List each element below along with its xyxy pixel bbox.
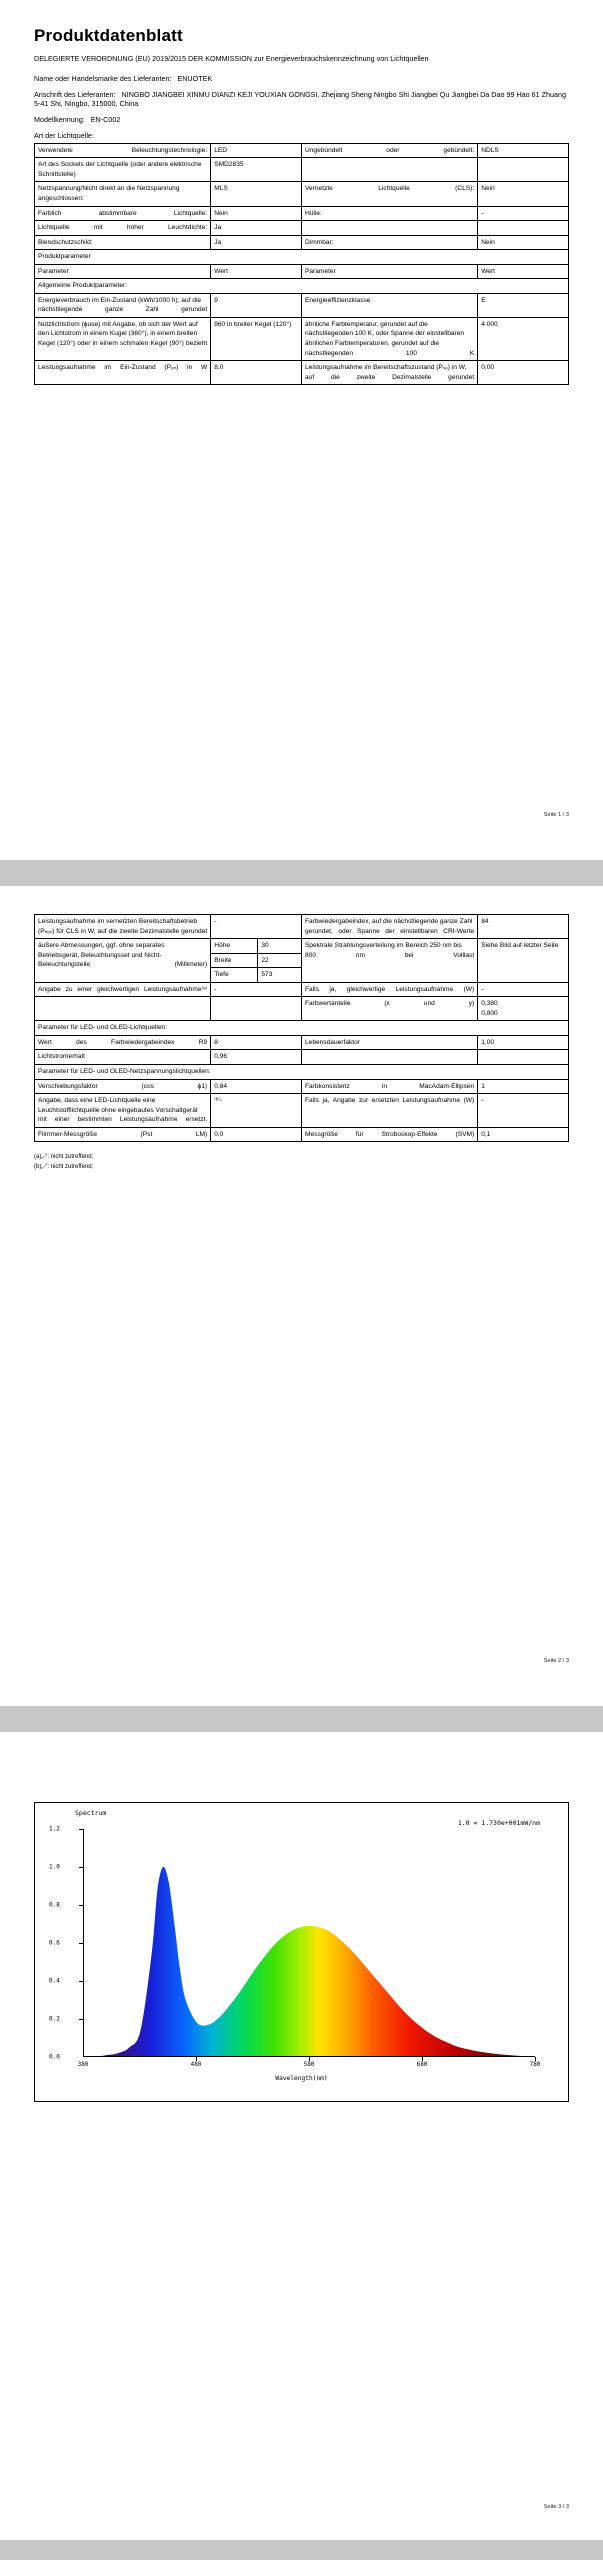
cell-label: Farbwiedergabeindex, auf die nächstliegende ganze Zahl gerundet, oder Spanne der einstellbaren CRI-Werte — [301, 915, 477, 939]
table-row — [35, 317, 569, 360]
x-tick-label: 680 — [416, 2061, 428, 2068]
table-row — [35, 293, 569, 317]
led-oled-section-header: Parameter für LED- und OLED-Lichtquellen: — [35, 1021, 569, 1036]
cell-label: Lichtstromerhalt — [35, 1050, 211, 1065]
cell-value: - — [211, 915, 302, 939]
page-footer: Seite 1 / 3 — [543, 812, 569, 818]
chart-scale-annotation: 1.0 = 1.730e+001mW/nm — [457, 1819, 540, 1827]
x-tick-label: 780 — [529, 2061, 541, 2068]
light-source-table — [34, 143, 569, 385]
page-footer: Seite 2 / 3 — [543, 1658, 569, 1664]
cell-value: LED — [211, 143, 302, 158]
cell-value: E — [478, 293, 569, 317]
table-row — [35, 264, 569, 279]
col-header-parameter-1: Parameter — [35, 264, 211, 279]
model-label: Modellkennung: — [34, 114, 85, 124]
cell-value: ⁽ᵇ⁾- — [211, 1094, 302, 1128]
y-tick-label: 0.0 — [49, 2053, 60, 2061]
table-row — [35, 1079, 569, 1094]
cell-label: Hülle: — [301, 206, 477, 221]
table-row — [35, 1127, 569, 1142]
cell-value: 4 000 — [478, 317, 569, 360]
cell-label: Angabe, dass eine LED-Lichtquelle eine Leuchtstofflichtquelle ohne eingebautes Vorschaltgerät mit einer bestimmten Leistungsaufnahme ersetzt. — [35, 1094, 211, 1128]
cell-label: Leistungsaufnahme im vernetzten Bereitschaftsbetrieb (Pₙₑₛ) für CLS in W, auf die zweite Dezimalstelle gerundet — [35, 915, 211, 939]
list-item — [211, 968, 301, 982]
cell-label — [301, 1050, 477, 1065]
cell-value: 0,1 — [478, 1127, 569, 1142]
cell-label: Lebensdauerfaktor — [301, 1035, 477, 1050]
list-item — [211, 953, 301, 968]
col-header-value-1: Wert — [211, 264, 302, 279]
dimension-value: 30 — [258, 939, 301, 953]
cell-label — [301, 221, 477, 236]
cri-r9-tag: R9 — [198, 1038, 208, 1046]
product-parameters-continued-table — [34, 914, 569, 1142]
supplier-name-field — [34, 74, 569, 83]
table-row-dimensions — [35, 939, 569, 983]
cell-value — [478, 221, 569, 236]
x-tick-label: 380 — [77, 2061, 89, 2068]
cell-label: ähnliche Farbtemperatur, gerundet auf die nächstliegenden 100 K, oder Spanne der einstellbaren ähnlichen Farbtemperaturen, gerundet auf die nächstliegenden 100 K — [301, 317, 477, 360]
dimension-name: Höhe — [211, 939, 258, 953]
supplier-address-value: NINGBO JIANGBEI XINMU DIANZI KEJI YOUXIAN GONGSI, Zhejiang Sheng Ningbo Shi Jiangbei Qu Jiangbei Da Dao 99 Hao 61 Zhuang 5-41 Shi, Ningbo, 315000, China — [34, 89, 567, 108]
col-header-value-2: Wert — [478, 264, 569, 279]
cell-label: äußere Abmessungen, ggf. ohne separates Betriebsgerät, Beleuchtungsset und Nicht-Beleuchtungsteile (Millimeter) — [35, 939, 211, 983]
cell-label — [35, 1035, 211, 1050]
x-axis-label: Wavelength(nm) — [275, 2075, 328, 2082]
cell-label: Falls ja, gleichwertige Leistungsaufnahme (W) — [301, 982, 477, 997]
cell-value — [478, 1050, 569, 1065]
cell-value: Nein — [211, 206, 302, 221]
cell-value-color-coords — [478, 997, 569, 1021]
supplier-name-label: Name oder Handelsmarke des Lieferanten: — [34, 73, 172, 83]
table-row — [35, 361, 569, 385]
table-row — [35, 1035, 569, 1050]
table-row — [35, 982, 569, 997]
footnote-a: (a)„-“: nicht zutreffend; — [34, 1154, 94, 1161]
cell-value: 960 in breiter Kegel (120°) — [211, 317, 302, 360]
x-tick-label: 480 — [190, 2061, 202, 2068]
cell-value: 84 — [478, 915, 569, 939]
spectrum-curve — [84, 1829, 535, 2057]
cell-empty — [35, 997, 211, 1021]
cell-label: Spektrale Strahlungsverteilung im Bereich 250 nm bis 800 nm bei Volllast — [301, 939, 477, 983]
cell-value: 0,00 — [478, 361, 569, 385]
general-parameters-header: Allgemeine Produktparameter: — [35, 279, 569, 294]
dimension-name: Breite — [211, 953, 258, 968]
table-row — [35, 235, 569, 250]
cell-label: Ungebündelt oder gebündelt: — [301, 143, 477, 158]
color-coord-y: 0,800 — [481, 1009, 498, 1017]
footnote-b: (b)„-“: nicht zutreffend; — [34, 1164, 94, 1171]
cell-value: Ja — [211, 221, 302, 236]
cell-value: SMD2835 — [211, 158, 302, 182]
cell-value: - — [211, 982, 302, 997]
cell-label: Verwendete Beleuchtungstechnologie: — [35, 143, 211, 158]
table-row — [35, 206, 569, 221]
cell-label: Vernetzte Lichtquelle (CLS): — [301, 182, 477, 206]
cell-label: Leistungsaufnahme im Bereitschaftszustand (Pₛₒ) in W, auf die zweite Dezimalstelle gerundet — [301, 361, 477, 385]
cell-label: Nutzlichtstrom (ϕuse) mit Angabe, ob sich der Wert auf den Lichtstrom in einem Kugel (360°), in einem breiten Kegel (120°) oder in einem schmalen Kegel (90°) bezieht — [35, 317, 211, 360]
model-value: EN-C002 — [90, 114, 121, 124]
dimension-value: 22 — [258, 953, 301, 968]
supplier-address-field — [34, 90, 569, 108]
cell-label: Energieeffizienzklasse — [301, 293, 477, 317]
cell-value: Nein — [478, 182, 569, 206]
cell-value — [478, 158, 569, 182]
cell-label: Energieverbrauch im Ein-Zustand (kWh/1000 h), auf die nächstliegende ganze Zahl gerundet — [35, 293, 211, 317]
cell-label: Lichtquelle mit hoher Leuchtdichte: — [35, 221, 211, 236]
cell-label: Art des Sockels der Lichtquelle (oder andere elektrische Schnittstelle) — [35, 158, 211, 182]
cell-label: Farblich abstimmbare Lichtquelle: — [35, 206, 211, 221]
light-source-section-header: Art der Lichtquelle: — [34, 130, 94, 140]
cell-label: Netzspannung/Nicht direkt an die Netzspannung angeschlossen: — [35, 182, 211, 206]
regulation-subtitle: DELEGIERTE VERORDNUNG (EU) 2019/2015 DER KOMMISSION zur Energieverbrauchskennzeichnung von Lichtquellen — [34, 54, 429, 63]
cell-value: Nein — [478, 235, 569, 250]
cri-label: Wert des Farbwiedergabeindex — [38, 1038, 175, 1046]
y-tick-label: 0.8 — [49, 1901, 60, 1909]
table-row — [35, 250, 569, 265]
cell-value: - — [478, 1094, 569, 1128]
chart-title: Spectrum — [75, 1809, 107, 1817]
table-row — [35, 1021, 569, 1036]
cell-label: Angabe zu einer gleichwertigen Leistungsaufnahme⁽ᵃ⁾ — [35, 982, 211, 997]
color-coord-x: 0,380 — [481, 1000, 498, 1008]
list-item — [211, 939, 301, 953]
document-page-2 — [0, 886, 603, 1706]
cell-value: 0,84 — [211, 1079, 302, 1094]
cell-value: 8,0 — [211, 361, 302, 385]
cell-label: Blendschutzschild: — [35, 235, 211, 250]
table-row — [35, 279, 569, 294]
cell-value: 0,0 — [211, 1127, 302, 1142]
cell-label: Farbwertanteile (x und y) — [301, 997, 477, 1021]
led-mains-section-header: Parameter für LED- und OLED-Netzspannungslichtquellen: — [35, 1065, 569, 1080]
cell-label: Verschiebungsfaktor (cos ϕ1) — [35, 1079, 211, 1094]
product-parameters-header: Produktparameter — [35, 250, 569, 265]
dimensions-subtable-cell — [211, 939, 302, 983]
y-tick-label: 0.4 — [49, 1977, 60, 1985]
cell-value: 8 — [211, 1035, 302, 1050]
table-row — [35, 915, 569, 939]
cell-label: Falls ja, Angabe zur ersetzten Leistungsaufnahme (W) — [301, 1094, 477, 1128]
dimensions-subtable — [211, 939, 301, 982]
y-tick-label: 0.2 — [49, 2015, 60, 2023]
table-row — [35, 221, 569, 236]
cell-empty — [211, 997, 302, 1021]
cell-label: Dimmbar: — [301, 235, 477, 250]
cell-value: 1 — [478, 1079, 569, 1094]
supplier-name-value: ENUOTEK — [177, 73, 213, 83]
spectrum-plot-area — [83, 1829, 535, 2057]
x-tick-label: 580 — [303, 2061, 315, 2068]
document-page-3 — [0, 1732, 603, 2540]
footnotes — [34, 1152, 569, 1172]
col-header-parameter-2: Parameter — [301, 264, 477, 279]
cell-label — [301, 158, 477, 182]
cell-value: Siehe Bild auf letzter Seite — [478, 939, 569, 983]
cell-value: - — [478, 206, 569, 221]
cell-label: Leistungsaufnahme im Ein-Zustand (Pₒₙ) in W — [35, 361, 211, 385]
cell-value: 9 — [211, 293, 302, 317]
spectrum-chart — [34, 1802, 569, 2102]
cell-value: - — [478, 982, 569, 997]
cell-value: NDLS — [478, 143, 569, 158]
table-row — [35, 1065, 569, 1080]
supplier-address-label: Anschrift des Lieferanten: — [34, 89, 116, 99]
page-separator — [0, 1706, 603, 1732]
dimension-value: 573 — [258, 968, 301, 982]
table-row — [35, 1094, 569, 1128]
page-footer: Seite 3 / 3 — [543, 2504, 569, 2510]
table-row — [35, 997, 569, 1021]
y-tick-label: 0.6 — [49, 1939, 60, 1947]
cell-value: MLS — [211, 182, 302, 206]
cell-label: Messgröße für Stroboskop-Effekte (SVM) — [301, 1127, 477, 1142]
cell-value: 0,96 — [211, 1050, 302, 1065]
table-row — [35, 1050, 569, 1065]
table-row — [35, 182, 569, 206]
y-tick-label: 1.0 — [49, 1863, 60, 1871]
y-tick-label: 1.2 — [49, 1825, 60, 1833]
table-row — [35, 143, 569, 158]
cell-value: 1,00 — [478, 1035, 569, 1050]
table-row — [35, 158, 569, 182]
page-title: Produktdatenblatt — [34, 26, 183, 45]
document-page-1 — [0, 0, 603, 860]
cell-label: Farbkonsistenz in MacAdam-Ellipsen — [301, 1079, 477, 1094]
cell-label: Flimmer-Messgröße (Pst LM) — [35, 1127, 211, 1142]
model-field — [34, 115, 569, 124]
cell-value: Ja — [211, 235, 302, 250]
page-separator — [0, 860, 603, 886]
dimension-name: Tiefe — [211, 968, 258, 982]
